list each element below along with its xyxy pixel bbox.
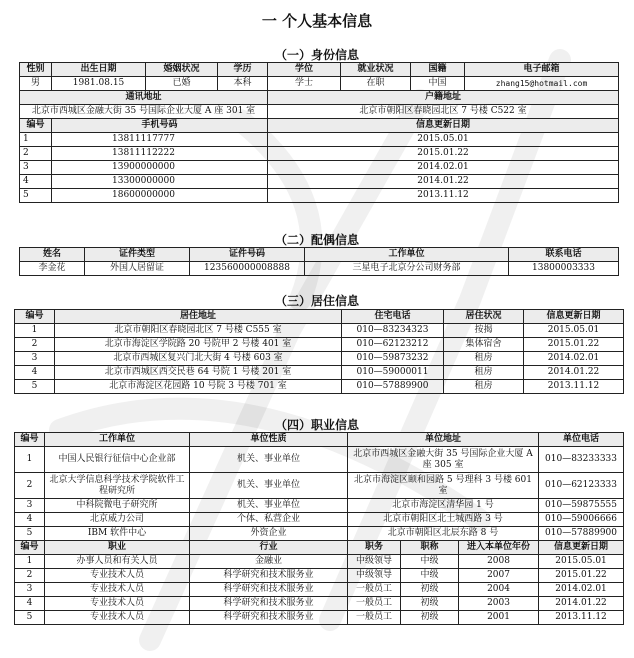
- header-cell: 性别: [20, 63, 52, 77]
- industry: 科学研究和技术服务业: [190, 611, 348, 625]
- title-rank: 中级: [401, 555, 459, 569]
- industry: 科学研究和技术服务业: [190, 583, 348, 597]
- home-phone: 010—57889900: [342, 380, 444, 394]
- employer-phone: 010—57889900: [539, 527, 624, 541]
- header-cell: 联系电话: [509, 248, 619, 262]
- residence-header-row: [15, 310, 624, 324]
- employment-row: [15, 513, 624, 527]
- header-cell: 居住状况: [444, 310, 524, 324]
- employer-index: 2: [15, 473, 45, 499]
- identity-table: [19, 62, 619, 203]
- id-number: 123560000008888: [190, 262, 305, 276]
- occupation: 专业技术人员: [45, 569, 190, 583]
- occupation-index: 1: [15, 555, 45, 569]
- occupation: 专业技术人员: [45, 597, 190, 611]
- title-rank: 初级: [401, 583, 459, 597]
- employer-index: 5: [15, 527, 45, 541]
- header-cell: 职务: [348, 541, 401, 555]
- header-cell: 户籍地址: [268, 91, 619, 105]
- identity-header-row: [20, 63, 619, 77]
- header-cell: 工作单位: [305, 248, 509, 262]
- start-year: 2004: [459, 583, 539, 597]
- residence-row: [15, 338, 624, 352]
- header-cell: 手机号码: [52, 119, 268, 133]
- phone-row: [20, 175, 619, 189]
- header-cell: 编号: [15, 541, 45, 555]
- phone-row: [20, 189, 619, 203]
- phone-number-index: 3: [20, 161, 52, 175]
- update-date: 2015.05.01: [524, 324, 624, 338]
- update-date: 2014.02.01: [524, 352, 624, 366]
- spouse-header-row: [20, 248, 619, 262]
- residence-address: 北京市海淀区花园路 10 号院 3 号楼 701 室: [55, 380, 342, 394]
- header-cell: 通讯地址: [20, 91, 268, 105]
- mobile-number: 13900000000: [52, 161, 268, 175]
- header-cell: 住宅电话: [342, 310, 444, 324]
- employer-phone: 010—59875555: [539, 499, 624, 513]
- occupation-row: [15, 597, 624, 611]
- employment-section-title: （四）职业信息: [274, 418, 359, 432]
- residence-status: 租房: [444, 352, 524, 366]
- header-cell: 编号: [15, 310, 55, 324]
- employer-index: 3: [15, 499, 45, 513]
- employer-name: 中国人民银行征信中心企业部: [45, 447, 190, 473]
- residence-row: [15, 352, 624, 366]
- header-cell: 编号: [15, 433, 45, 447]
- update-date: 2013.11.12: [268, 189, 619, 203]
- header-cell: 编号: [20, 119, 52, 133]
- residence-address: 北京市朝阳区春晓园北区 7 号楼 C555 室: [55, 324, 342, 338]
- residence-index: 4: [15, 366, 55, 380]
- occupation-row: [15, 583, 624, 597]
- home-phone: 010—59873232: [342, 352, 444, 366]
- residence-row: [15, 366, 624, 380]
- header-cell: 出生日期: [52, 63, 146, 77]
- employer-address: 北京市海淀区颐和园路 5 号理科 3 号楼 601 室: [348, 473, 539, 499]
- header-cell: 职称: [401, 541, 459, 555]
- position: 一般员工: [348, 611, 401, 625]
- header-cell: 职业: [45, 541, 190, 555]
- home-phone: 010—62123212: [342, 338, 444, 352]
- employment-row: [15, 473, 624, 499]
- industry: 科学研究和技术服务业: [190, 597, 348, 611]
- employment-table: [14, 432, 624, 625]
- residence-index: 1: [15, 324, 55, 338]
- employment-row: [15, 499, 624, 513]
- phone-number-index: 4: [20, 175, 52, 189]
- header-cell: 证件号码: [190, 248, 305, 262]
- header-cell: 居住地址: [55, 310, 342, 324]
- update-date: 2014.01.22: [268, 175, 619, 189]
- mobile-number: 13811112222: [52, 147, 268, 161]
- marital-status-value: 已婚: [146, 77, 218, 91]
- occupation-index: 2: [15, 569, 45, 583]
- employer-name: 中科院微电子研究所: [45, 499, 190, 513]
- phone-number-index: 2: [20, 147, 52, 161]
- residence-status: 租房: [444, 366, 524, 380]
- registered-address-value: 北京市朝阳区春晓园北区 7 号楼 C522 室: [268, 105, 619, 119]
- header-cell: 行业: [190, 541, 348, 555]
- start-year: 2007: [459, 569, 539, 583]
- update-date: 2014.01.22: [524, 366, 624, 380]
- header-cell: 婚姻状况: [146, 63, 218, 77]
- occupation-row: [15, 569, 624, 583]
- identity-row: [20, 77, 619, 91]
- update-date: 2015.01.22: [524, 338, 624, 352]
- industry: 金融业: [190, 555, 348, 569]
- occupation-header-row: [15, 541, 624, 555]
- position: 一般员工: [348, 597, 401, 611]
- occupation-index: 3: [15, 583, 45, 597]
- employment-header-row: [15, 433, 624, 447]
- spouse-row: [20, 262, 619, 276]
- employer-type: 个体、私营企业: [190, 513, 348, 527]
- phone-number-index: 1: [20, 133, 52, 147]
- employer-address: 北京市朝阳区北土城西路 3 号: [348, 513, 539, 527]
- position: 一般员工: [348, 583, 401, 597]
- occupation: 办事人员和有关人员: [45, 555, 190, 569]
- employer-name: 北京威力公司: [45, 513, 190, 527]
- header-cell: 学历: [218, 63, 268, 77]
- home-phone: 010—83234323: [342, 324, 444, 338]
- update-date: 2015.05.01: [268, 133, 619, 147]
- employer-type: 机关、事业单位: [190, 473, 348, 499]
- mobile-number: 13300000000: [52, 175, 268, 189]
- occupation-row: [15, 555, 624, 569]
- title-rank: 初级: [401, 597, 459, 611]
- header-cell: 单位性质: [190, 433, 348, 447]
- title-rank: 初级: [401, 611, 459, 625]
- update-date: 2015.05.01: [539, 555, 624, 569]
- header-cell: 单位电话: [539, 433, 624, 447]
- residence-index: 3: [15, 352, 55, 366]
- occupation-row: [15, 611, 624, 625]
- email-value: zhang15@hotmail.com: [465, 77, 619, 91]
- update-date: 2013.11.12: [539, 611, 624, 625]
- residence-status: 按揭: [444, 324, 524, 338]
- employer-address: 北京市海淀区清华园 1 号: [348, 499, 539, 513]
- update-date: 2015.01.22: [539, 569, 624, 583]
- id-type: 外国人居留证: [85, 262, 190, 276]
- address-row: [20, 105, 619, 119]
- employer-phone: 010—83233333: [539, 447, 624, 473]
- residence-address: 北京市西城区复兴门北大街 4 号楼 603 室: [55, 352, 342, 366]
- update-date: 2014.02.01: [268, 161, 619, 175]
- update-date: 2014.02.01: [539, 583, 624, 597]
- residence-address: 北京市西城区西交民巷 64 号院 1 号楼 201 室: [55, 366, 342, 380]
- start-year: 2003: [459, 597, 539, 611]
- residence-index: 2: [15, 338, 55, 352]
- employment-status-value: 在职: [341, 77, 411, 91]
- phone-header-row: [20, 119, 619, 133]
- occupation: 专业技术人员: [45, 583, 190, 597]
- employer-index: 1: [15, 447, 45, 473]
- residence-section-title: （三）居住信息: [274, 294, 359, 308]
- residence-status: 集体宿舍: [444, 338, 524, 352]
- header-cell: 证件类型: [85, 248, 190, 262]
- employer-name: IBM 软件中心: [45, 527, 190, 541]
- header-cell: 信息更新日期: [268, 119, 619, 133]
- header-cell: 国籍: [411, 63, 465, 77]
- home-phone: 010—59000011: [342, 366, 444, 380]
- employer-type: 机关、事业单位: [190, 499, 348, 513]
- header-cell: 进入本单位年份: [459, 541, 539, 555]
- employer-index: 4: [15, 513, 45, 527]
- employer-name: 北京大学信息科学技术学院软件工程研究所: [45, 473, 190, 499]
- phone-row: [20, 133, 619, 147]
- degree-value: 学士: [268, 77, 341, 91]
- mailing-address-value: 北京市西城区金融大街 35 号国际企业大厦 A 座 301 室: [20, 105, 268, 119]
- header-cell: 就业状况: [341, 63, 411, 77]
- residence-index: 5: [15, 380, 55, 394]
- update-date: 2014.01.22: [539, 597, 624, 611]
- employer-phone: 010—62123333: [539, 473, 624, 499]
- occupation-index: 5: [15, 611, 45, 625]
- page-title: 一 个人基本信息: [261, 12, 373, 30]
- position: 中级领导: [348, 569, 401, 583]
- start-year: 2001: [459, 611, 539, 625]
- nationality-value: 中国: [411, 77, 465, 91]
- residence-row: [15, 380, 624, 394]
- spouse-phone: 13800003333: [509, 262, 619, 276]
- education-value: 本科: [218, 77, 268, 91]
- residence-address: 北京市海淀区学院路 20 号院甲 2 号楼 401 室: [55, 338, 342, 352]
- update-date: 2015.01.22: [268, 147, 619, 161]
- spouse-table: [19, 247, 619, 276]
- occupation-index: 4: [15, 597, 45, 611]
- birth-date-value: 1981.08.15: [52, 77, 146, 91]
- mobile-number: 18600000000: [52, 189, 268, 203]
- residence-table: [14, 309, 624, 394]
- phone-number-index: 5: [20, 189, 52, 203]
- spouse-section-title: （二）配偶信息: [274, 233, 359, 247]
- header-cell: 信息更新日期: [539, 541, 624, 555]
- employment-row: [15, 527, 624, 541]
- spouse-name: 李金花: [20, 262, 85, 276]
- position: 中级领导: [348, 555, 401, 569]
- industry: 科学研究和技术服务业: [190, 569, 348, 583]
- spouse-employer: 三星电子北京分公司财务部: [305, 262, 509, 276]
- phone-row: [20, 161, 619, 175]
- address-header-row: [20, 91, 619, 105]
- header-cell: 单位地址: [348, 433, 539, 447]
- header-cell: 姓名: [20, 248, 85, 262]
- occupation: 专业技术人员: [45, 611, 190, 625]
- header-cell: 信息更新日期: [524, 310, 624, 324]
- employer-address: 北京市西城区金融大街 35 号国际企业大厦 A 座 305 室: [348, 447, 539, 473]
- title-rank: 中级: [401, 569, 459, 583]
- employer-address: 北京市朝阳区北辰东路 8 号: [348, 527, 539, 541]
- residence-status: 租房: [444, 380, 524, 394]
- header-cell: 学位: [268, 63, 341, 77]
- gender-value: 男: [20, 77, 52, 91]
- identity-section-title: （一）身份信息: [274, 48, 359, 62]
- employment-row: [15, 447, 624, 473]
- employer-type: 机关、事业单位: [190, 447, 348, 473]
- residence-row: [15, 324, 624, 338]
- header-cell: 工作单位: [45, 433, 190, 447]
- start-year: 2008: [459, 555, 539, 569]
- mobile-number: 13811117777: [52, 133, 268, 147]
- header-cell: 电子邮箱: [465, 63, 619, 77]
- update-date: 2013.11.12: [524, 380, 624, 394]
- phone-row: [20, 147, 619, 161]
- employer-phone: 010—59006666: [539, 513, 624, 527]
- employer-type: 外资企业: [190, 527, 348, 541]
